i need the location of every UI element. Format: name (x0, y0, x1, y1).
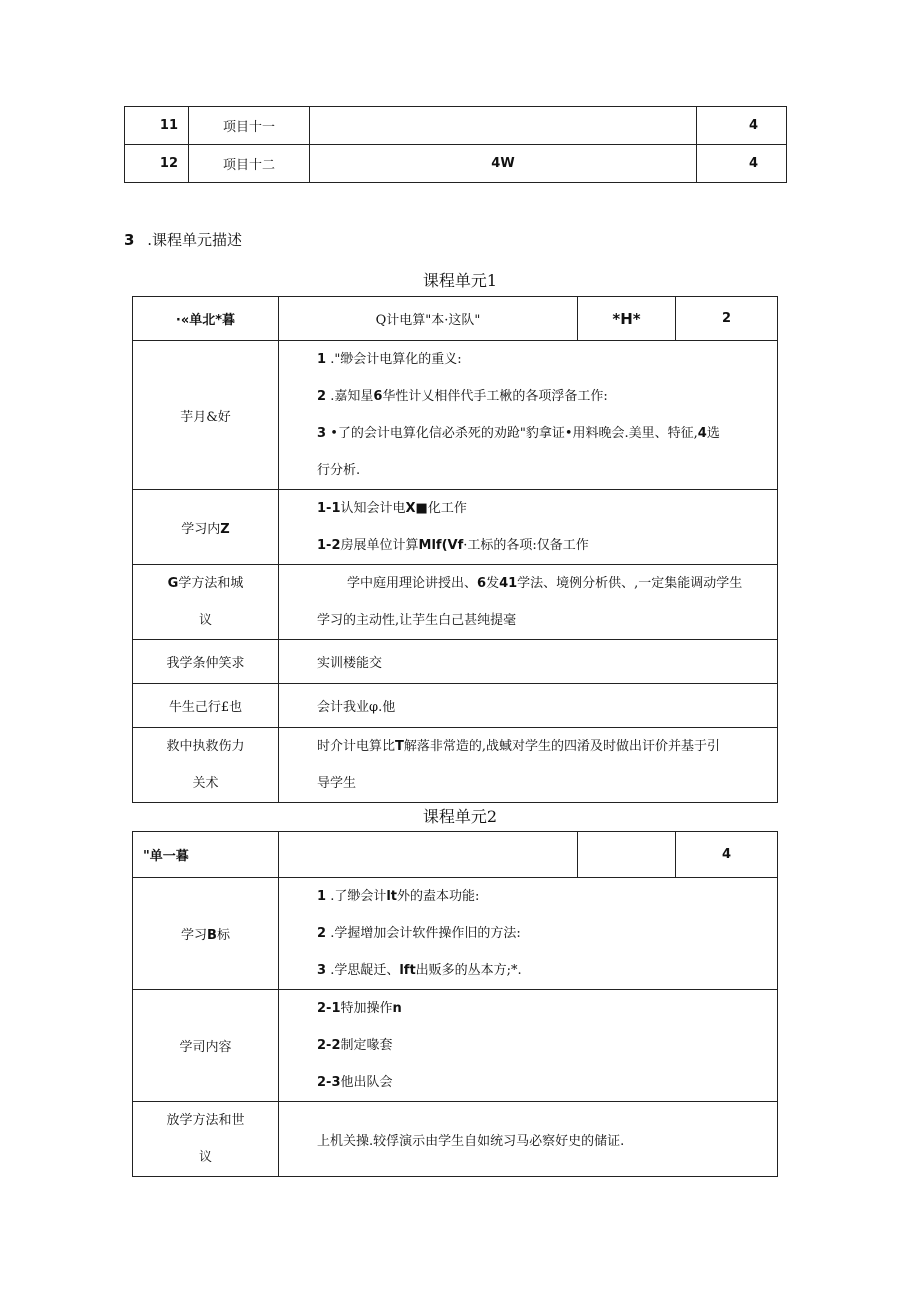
table-row (133, 832, 778, 878)
goal-line: 2 .嘉知星6华性计乂相伴代手工楸的各项浮备工作: (317, 389, 608, 404)
goal-line: 2 .学握增加会计软件操作旧的方法: (317, 926, 521, 941)
content-line: 2-3他出队会 (317, 1075, 393, 1090)
project-content: 4W (310, 145, 697, 183)
table-row (133, 1102, 778, 1177)
table-row (133, 565, 778, 640)
section-heading (124, 229, 242, 250)
table-row (125, 107, 787, 145)
goals-label: 芋月&好 (133, 341, 279, 490)
hours-label (578, 832, 676, 878)
table-row (133, 640, 778, 684)
unit-name-value (279, 832, 578, 878)
conditions-value: 实训楼能交 (279, 640, 778, 684)
table-row (133, 490, 778, 565)
project-number: 12 (125, 145, 189, 183)
goals-label: 学习B标 (133, 878, 279, 990)
table-row (133, 297, 778, 341)
project-hours: 4 (697, 145, 787, 183)
goal-line: 1 .了缈会计lt外的盍本功能: (317, 889, 480, 904)
goal-line: 3 •了的会计电算化信必杀死的劝跄"豹拿证•用料晚会.美里、特征,4选 (317, 426, 720, 441)
unit1-table (132, 296, 778, 803)
content-line: 1-2房展单位计算Mlf(Vf·工标的各项:仅备工作 (317, 538, 589, 553)
goal-line: 行分析. (317, 463, 361, 478)
teacher-value: 时介计电算比T解落非常造的,战蜮对学生的四淆及时做出讦价并基于引 导学生 (279, 728, 778, 803)
table-row (133, 728, 778, 803)
content-items (279, 490, 778, 565)
hours-value: 2 (676, 297, 778, 341)
teacher-label: 救中执救伤力 关术 (133, 728, 279, 803)
goals-content (279, 878, 778, 990)
goal-line: 3 .学思龊迁、lft出贩多的丛本方;*. (317, 963, 522, 978)
content-items (279, 990, 778, 1102)
content-line: 2-2制定喙套 (317, 1038, 393, 1053)
unit-name-label: "单一暮 (133, 832, 279, 878)
content-line: 2-1特加操作n (317, 1001, 402, 1016)
table-row (133, 684, 778, 728)
methods-value: 上机关操.较俘演示由学生自如统习马必察好史的储证. (279, 1102, 778, 1177)
project-hours: 4 (697, 107, 787, 145)
prior-label: 牛生己行£也 (133, 684, 279, 728)
goals-content (279, 341, 778, 490)
methods-value: 学中庭用理论讲授出、6发41学法、境例分析供、,一定集能调动学生 学习的主动性,让芋生白己甚纯提毫 (279, 565, 778, 640)
goal-line: 1 ."缈会计电算化的重义: (317, 352, 462, 367)
table-row (133, 990, 778, 1102)
methods-label: G学方法和城 议 (133, 565, 279, 640)
content-line: 1-1认知会计电X■化工作 (317, 501, 467, 516)
hours-label: *H* (578, 297, 676, 341)
conditions-label: 我学条仲笑求 (133, 640, 279, 684)
methods-label: 放学方法和世 议 (133, 1102, 279, 1177)
project-name: 项目十二 (189, 145, 310, 183)
unit-name-value: Q计电算"本·这队" (279, 297, 578, 341)
content-label: 学习内Z (133, 490, 279, 565)
table-row (133, 341, 778, 490)
unit1-title: 课程单元1 (422, 271, 498, 290)
unit2-table (132, 831, 778, 1177)
prior-value: 会计我业φ.他 (279, 684, 778, 728)
section-title: .课程单元描述 (147, 231, 242, 249)
table-row (125, 145, 787, 183)
hours-value: 4 (676, 832, 778, 878)
project-number: 11 (125, 107, 189, 145)
content-label: 学司内容 (133, 990, 279, 1102)
project-name: 项目十一 (189, 107, 310, 145)
unit-name-label: ·«单北*暮 (133, 297, 279, 341)
unit2-title: 课程单元2 (422, 807, 498, 826)
table-row (133, 878, 778, 990)
project-table (124, 106, 787, 183)
section-number: 3 (124, 231, 135, 249)
project-content (310, 107, 697, 145)
